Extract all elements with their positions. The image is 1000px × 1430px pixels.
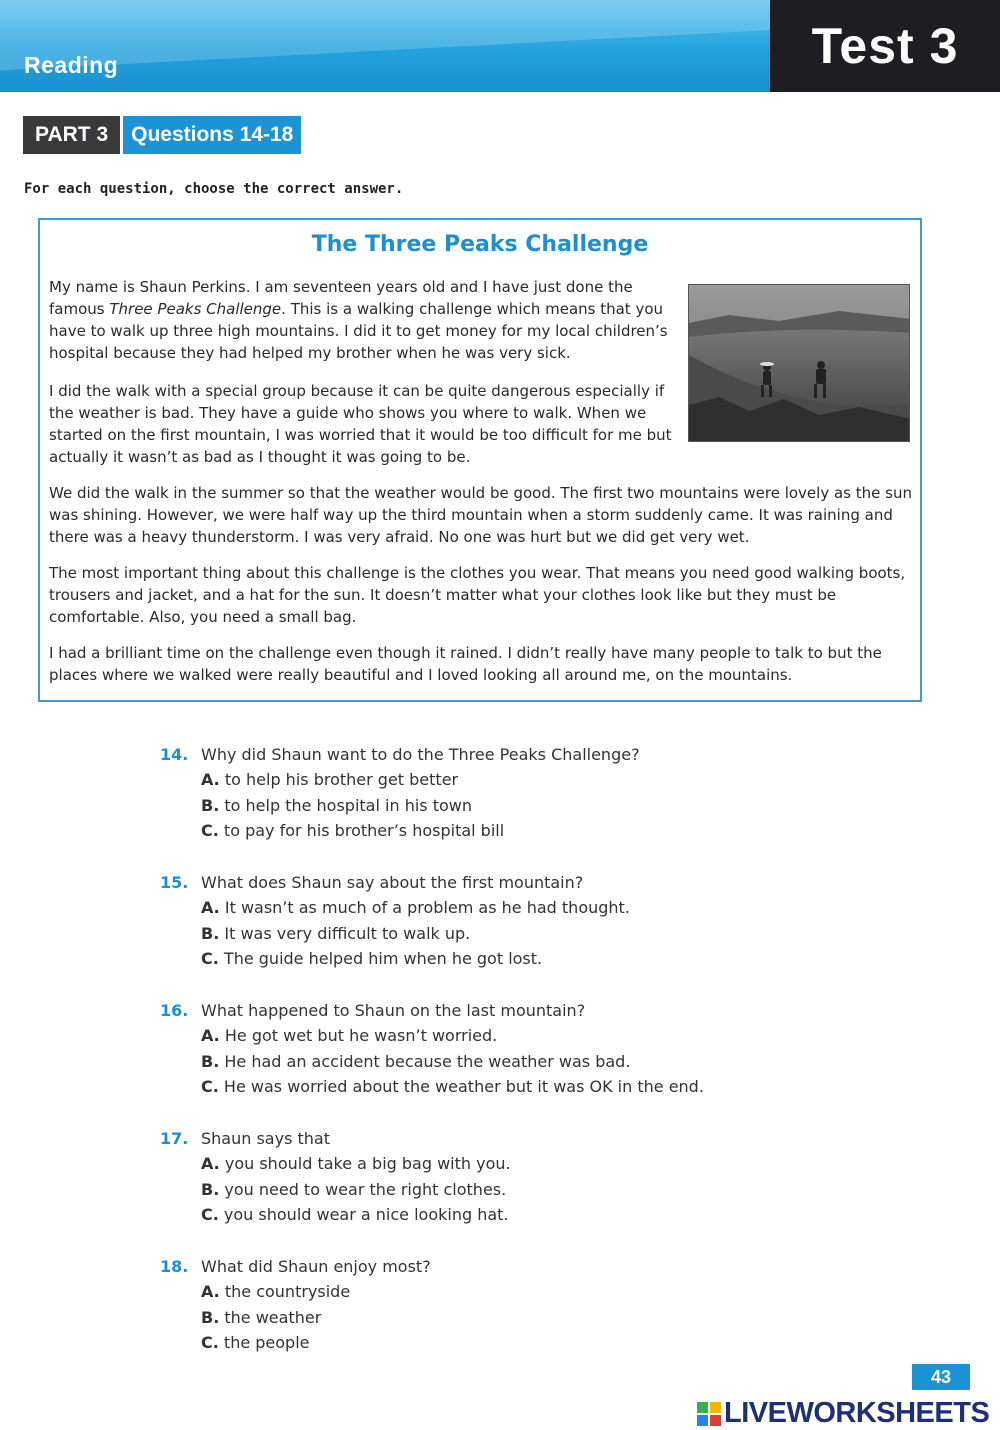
answer-option[interactable] — [160, 946, 880, 972]
article-title: The Three Peaks Challenge — [311, 232, 649, 257]
option-letter: C. — [201, 1333, 219, 1352]
question-text: Why did Shaun want to do the Three Peaks Challenge? — [201, 745, 640, 764]
question-text: What happened to Shaun on the last mountain? — [201, 1001, 586, 1020]
liveworksheets-brand: LIVEWORKSHEETS — [724, 1397, 990, 1429]
paragraph-3: We did the walk in the summer so that the weather would be good. The first two mountains were lovely as the sun was shining. However, we were half way up the third mountain when a storm suddenly came. It was raining and there was a heavy thunderstorm. I was very afraid. No one was hurt but we did get very wet. — [49, 484, 912, 546]
option-text: The guide helped him when he got lost. — [223, 949, 543, 968]
question-18 — [160, 1254, 880, 1356]
question-number: 14. — [160, 745, 189, 764]
page-number: 43 — [912, 1364, 970, 1390]
answer-option[interactable] — [160, 1202, 880, 1228]
option-text: to help his brother get better — [224, 770, 459, 789]
option-text: It was very difficult to walk up. — [224, 923, 471, 943]
section-title: Reading — [24, 52, 119, 78]
questions-range: Questions 14-18 — [123, 116, 301, 154]
question-number: 18. — [160, 1257, 189, 1276]
question-number: 17. — [160, 1129, 189, 1148]
question-17 — [160, 1126, 880, 1228]
option-text: to pay for his brother’s hospital bill — [223, 821, 505, 840]
option-letter: A. — [201, 1154, 220, 1173]
option-letter: B. — [201, 1179, 220, 1199]
option-letter: C. — [201, 949, 219, 968]
answer-option[interactable] — [160, 793, 880, 819]
question-15 — [160, 870, 880, 972]
paragraph-2: I did the walk with a special group because it can be quite dangerous especially if the weather is bad. They have a guide who shows you where to walk. When we started on the first mountain, I was worried that it would be too difficult for me but actually it wasn’t as bad as I thought it was going to be. — [49, 382, 672, 466]
question-text: What does Shaun say about the first mountain? — [201, 873, 584, 892]
option-text: He was worried about the weather but it was OK in the end. — [223, 1077, 704, 1096]
option-letter: B. — [201, 795, 220, 815]
question-number: 15. — [160, 873, 189, 892]
paragraph-1-end: . This is a walking challenge which means that you have to walk up three high mountains. I did it to get money for my local children’s hospital because they had helped my brother when he was very sick. — [49, 300, 668, 362]
answer-option[interactable] — [160, 1305, 880, 1331]
answer-option[interactable] — [160, 895, 880, 921]
option-text: the people — [223, 1333, 310, 1352]
liveworksheets-mark-icon — [697, 1402, 721, 1426]
question-14 — [160, 742, 880, 844]
answer-option[interactable] — [160, 1023, 880, 1049]
mountain-photo — [688, 284, 910, 442]
test-title: Test 3 — [770, 0, 1000, 92]
option-text: you should take a big bag with you. — [224, 1154, 511, 1173]
option-letter: A. — [201, 1026, 220, 1045]
answer-option[interactable] — [160, 1151, 880, 1177]
question-text: What did Shaun enjoy most? — [201, 1257, 431, 1276]
option-text: the weather — [224, 1307, 322, 1327]
option-letter: B. — [201, 923, 220, 943]
option-text: He got wet but he wasn’t worried. — [224, 1026, 498, 1045]
option-letter: C. — [201, 821, 219, 840]
answer-option[interactable] — [160, 921, 880, 947]
answer-option[interactable] — [160, 1330, 880, 1356]
option-text: He had an accident because the weather was bad. — [224, 1051, 631, 1071]
option-letter: A. — [201, 1282, 220, 1301]
option-text: you should wear a nice looking hat. — [223, 1205, 509, 1224]
option-text: It wasn’t as much of a problem as he had thought. — [224, 898, 630, 917]
answer-option[interactable] — [160, 767, 880, 793]
paragraph-5: I had a brilliant time on the challenge even though it rained. I didn’t really have many people to talk to but the places where we walked were really beautiful and I loved looking all around me, on the mountains. — [49, 644, 882, 684]
part-heading — [23, 116, 301, 154]
paragraph-4: The most important thing about this challenge is the clothes you wear. That means you need good walking boots, trousers and jacket, and a hat for the sun. It doesn’t matter what your clothes look like but they must be comfortable. Also, you need a small bag. — [49, 564, 906, 626]
option-letter: B. — [201, 1307, 220, 1327]
answer-option[interactable] — [160, 1049, 880, 1075]
part-label: PART 3 — [23, 116, 120, 154]
paragraph-1-start: My name is Shaun Perkins. I am seventeen years old and I have just done the famous — [49, 278, 633, 318]
header-band — [0, 0, 770, 92]
challenge-name: Three Peaks Challenge — [109, 300, 282, 318]
option-text: to help the hospital in his town — [224, 795, 472, 815]
question-number: 16. — [160, 1001, 189, 1020]
option-text: the countryside — [224, 1282, 351, 1301]
instruction: For each question, choose the correct answer. — [24, 181, 404, 197]
option-letter: B. — [201, 1051, 220, 1071]
question-text: Shaun says that — [201, 1129, 330, 1148]
question-16 — [160, 998, 880, 1100]
option-letter: C. — [201, 1205, 219, 1224]
answer-option[interactable] — [160, 1279, 880, 1305]
answer-option[interactable] — [160, 1177, 880, 1203]
liveworksheets-logo — [697, 1397, 989, 1430]
answer-option[interactable] — [160, 1074, 880, 1100]
reading-box — [38, 218, 922, 702]
option-letter: C. — [201, 1077, 219, 1096]
option-letter: A. — [201, 898, 220, 917]
option-letter: A. — [201, 770, 220, 789]
answer-option[interactable] — [160, 818, 880, 844]
option-text: you need to wear the right clothes. — [224, 1179, 507, 1199]
paragraph-1 — [49, 276, 679, 364]
